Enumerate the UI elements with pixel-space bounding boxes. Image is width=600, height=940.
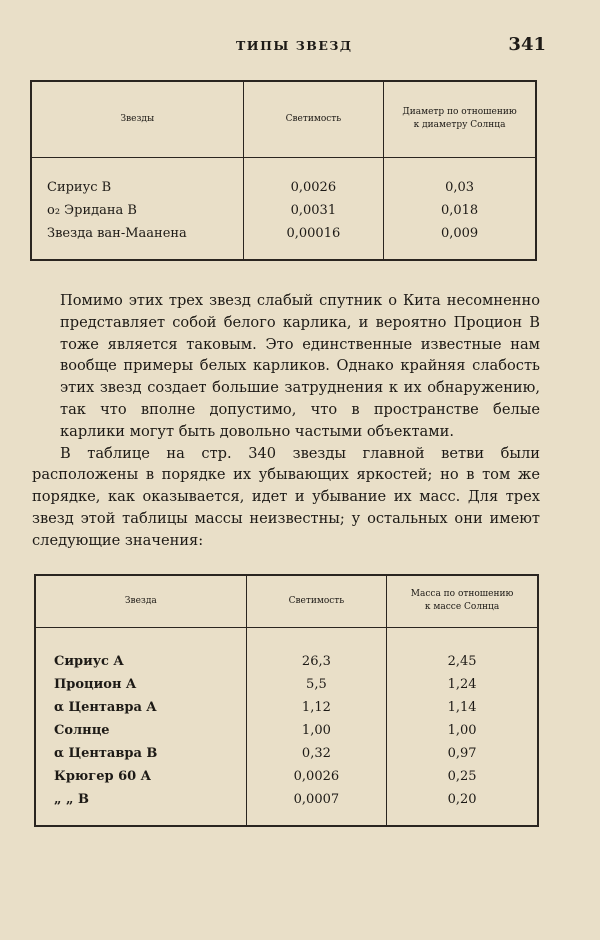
table-row: α Центавра B 0,32 0,97 bbox=[35, 742, 538, 765]
col-header-mass: Масса по отношению к массе Солнца bbox=[387, 575, 538, 627]
table-row: Крюгер 60 A 0,0026 0,25 bbox=[35, 765, 538, 788]
page-number: 341 bbox=[508, 34, 546, 55]
col-header-luminosity: Светимость bbox=[246, 575, 386, 627]
paragraph: В таблице на стр. 340 звезды главной ветви были расположены в порядке их убывающих яркостей; но в том же порядке, как оказывается, идет и убывание их масс. Для трех звезд этой таблицы массы неизвестны; у остальных они имеют следующие значения: bbox=[32, 444, 540, 549]
table-row: o₂ Эридана B 0,0031 0,018 bbox=[31, 199, 536, 222]
table-row: Сириус A 26,3 2,45 bbox=[35, 650, 538, 673]
table-header-row bbox=[31, 81, 536, 157]
col-header-diameter: Диаметр по отношению к диаметру Солнца bbox=[384, 81, 536, 157]
mass-table bbox=[34, 574, 539, 827]
table-row: „ „ B 0,0007 0,20 bbox=[35, 788, 538, 811]
white-dwarf-table bbox=[30, 80, 537, 261]
table-row: Сириус B 0,0026 0,03 bbox=[31, 176, 536, 199]
col-header-luminosity: Светимость bbox=[243, 81, 383, 157]
page-header bbox=[0, 34, 600, 58]
table-row: α Центавра A 1,12 1,14 bbox=[35, 696, 538, 719]
table-row: Звезда ван-Маанена 0,00016 0,009 bbox=[31, 222, 536, 245]
col-header-star: Звезда bbox=[35, 575, 246, 627]
running-title: ТИПЫ ЗВЕЗД bbox=[236, 38, 353, 53]
col-header-star: Звезды bbox=[31, 81, 243, 157]
body-text bbox=[32, 290, 540, 552]
table-row: Процион A 5,5 1,24 bbox=[35, 673, 538, 696]
table-row: Солнце 1,00 1,00 bbox=[35, 719, 538, 742]
table-header-row bbox=[35, 575, 538, 627]
paragraph: Помимо этих трех звезд слабый спутник o Кита несомненно представляет собой белого карлика, и вероятно Процион B тоже является таковым. Это единственные известные нам вообще примеры белых карликов. Однако крайняя слабость этих звезд создает большие затруднения к их обнаружению, так что вполне допустимо, что в пространстве белые карлики могут быть довольно частыми объектами. bbox=[60, 292, 540, 440]
